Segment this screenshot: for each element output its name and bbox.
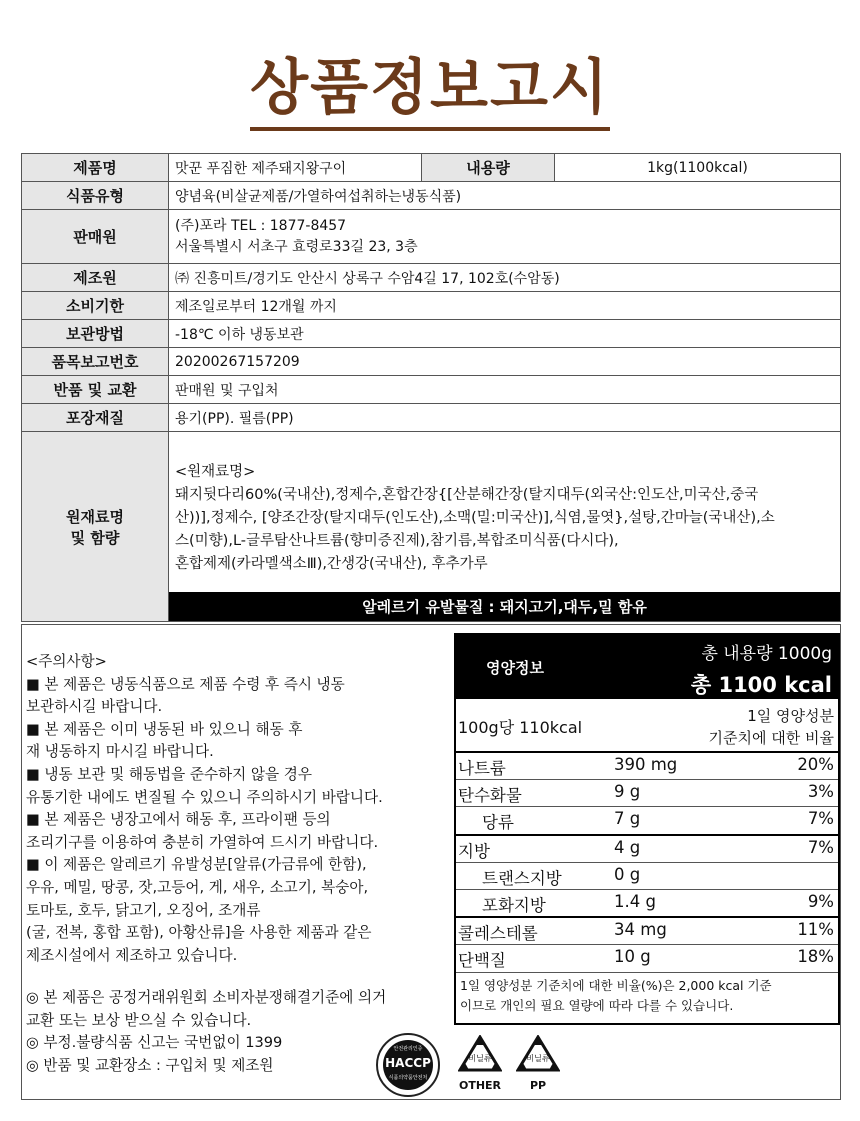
nutrition-row	[456, 890, 838, 918]
haccp-bottom-text: 식품의약품안전처	[388, 1075, 428, 1081]
caution-notice	[26, 651, 456, 967]
expiry-label: 소비기한	[22, 292, 169, 320]
nutrient-amount: 0 g	[614, 864, 641, 884]
return-value: 판매원 및 구입처	[169, 376, 841, 404]
raw-line: 돼지뒷다리60%(국내산),정제수,혼합간장{[산분해간장(탈지대두(외국산:인도산,미국산,중국	[175, 487, 759, 503]
return-label: 반품 및 교환	[22, 376, 169, 404]
bottom-section	[21, 624, 841, 1100]
nutrient-daily-pct: 3%	[807, 782, 834, 802]
nutrient-amount: 34 mg	[614, 920, 667, 940]
nutrition-row	[456, 753, 838, 780]
caution-line: ■ 본 제품은 냉장고에서 해동 후, 프라이팬 등의	[26, 811, 331, 829]
page-title	[0, 40, 860, 126]
per-100g: 100g당 110kcal	[458, 718, 583, 737]
nutrition-panel	[454, 633, 840, 1025]
report-no-label: 품목보고번호	[22, 348, 169, 376]
recycle-other-label: OTHER	[458, 1079, 502, 1092]
product-name-label: 제품명	[22, 154, 169, 182]
seller-line1: (주)포라 TEL : 1877-8457	[175, 217, 347, 234]
recycle-other-text: 비닐류	[468, 1054, 492, 1063]
nutrition-row	[456, 836, 838, 863]
recycle-other-icon	[450, 1035, 510, 1093]
nutrient-name: 탄수화물	[458, 786, 522, 806]
raw-line: 스(미향),L-글루탐산나트륨(향미증진제),참기름,복합조미식품(다시다),	[175, 533, 619, 549]
food-type-value: 양념육(비살균제품/가열하여섭취하는냉동식품)	[169, 182, 841, 210]
raw-label-line1: 원재료명	[66, 507, 124, 526]
nutrition-rows	[456, 753, 838, 973]
nutrient-name: 콜레스테롤	[458, 924, 538, 944]
nutrient-amount: 390 mg	[614, 755, 678, 774]
nutrient-name: 나트륨	[458, 759, 506, 778]
nutrient-daily-pct: 20%	[797, 755, 834, 774]
seller-label: 판매원	[22, 210, 169, 264]
caution-line: 유통기한 내에도 변질될 수 있으니 주의하시기 바랍니다.	[26, 788, 383, 806]
caution-line: 조리기구를 이용하여 충분히 가열하여 드시기 바랍니다.	[26, 833, 379, 851]
maker-value: ㈜ 진흥미트/경기도 안산시 상록구 수암4길 17, 102호(수암동)	[169, 264, 841, 292]
nutrient-amount: 4 g	[614, 837, 641, 857]
nutrient-name: 지방	[458, 841, 490, 861]
raw-line: 혼합제제(카라멜색소Ⅲ),간생강(국내산), 후추가루	[175, 556, 488, 572]
raw-heading: <원재료명>	[175, 464, 256, 480]
expiry-value: 제조일로부터 12개월 까지	[169, 292, 841, 320]
footnote-line: 이므로 개인의 필요 열량에 따라 다를 수 있습니다.	[460, 997, 734, 1013]
consumer-line: ◎ 반품 및 교환장소 : 구입처 및 제조원	[26, 1056, 274, 1074]
caution-line: 토마토, 호두, 닭고기, 오징어, 조개류	[26, 901, 261, 919]
storage-label: 보관방법	[22, 320, 169, 348]
seller-line2: 서울특별시 서초구 효령로33길 23, 3층	[175, 238, 418, 255]
nutrition-total-kcal: 총 1100 kcal	[690, 673, 832, 697]
consumer-line: ◎ 부정.불량식품 신고는 국번없이 1399	[26, 1034, 283, 1052]
raw-material-text	[175, 441, 834, 592]
page-title-text: 상품정보고시	[250, 53, 610, 131]
caution-line: ■ 냉동 보관 및 해동법을 준수하지 않을 경우	[26, 765, 312, 783]
recycle-pp-icon	[508, 1035, 568, 1093]
footnote-line: 1일 영양성분 기준치에 대한 비율(%)은 2,000 kcal 기준	[460, 977, 772, 993]
nutrient-amount: 7 g	[614, 809, 641, 829]
haccp-main-text: HACCP	[385, 1056, 431, 1070]
nutrition-row	[456, 863, 838, 890]
nutrition-per-serving	[456, 699, 838, 753]
caution-line: 보관하시길 바랍니다.	[26, 698, 163, 716]
nutrition-footnote	[456, 973, 838, 1019]
recycle-pp-text: 비닐류	[526, 1054, 550, 1063]
packaging-label: 포장재질	[22, 404, 169, 432]
daily-value-header-1: 1일 영양성분	[747, 707, 834, 725]
nutrition-total-weight: 총 내용량 1000g	[701, 644, 832, 664]
consumer-line: ◎ 본 제품은 공정거래위원회 소비자분쟁해결기준에 의거	[26, 989, 387, 1006]
product-name-value: 맛꾼 푸짐한 제주돼지왕구이	[169, 154, 422, 182]
caution-line: ■ 본 제품은 냉동식품으로 제품 수령 후 즉시 냉동	[26, 675, 345, 693]
nutrient-amount: 1.4 g	[614, 891, 656, 911]
nutrition-row	[456, 918, 838, 945]
nutrition-label: 영양정보	[486, 659, 544, 677]
seller-value	[169, 210, 841, 264]
volume-label: 내용량	[422, 154, 555, 182]
raw-line: 산))],정제수, [양조간장(탈지대두(인도산),소맥(밀:미국산)],식염,물엿},설탕,간마늘(국내산),소	[175, 510, 775, 526]
recycle-pp-label: PP	[529, 1079, 547, 1092]
nutrient-daily-pct: 7%	[807, 809, 834, 829]
raw-label-line2: 및 함량	[70, 528, 120, 547]
report-no-value: 20200267157209	[169, 348, 841, 376]
nutrient-name: 당류	[482, 813, 514, 833]
nutrient-name: 트랜스지방	[482, 868, 562, 888]
packaging-value: 용기(PP). 필름(PP)	[169, 404, 841, 432]
nutrient-daily-pct: 11%	[797, 920, 834, 940]
nutrition-header	[456, 635, 838, 699]
storage-value: -18℃ 이하 냉동보관	[169, 320, 841, 348]
raw-material-label	[22, 432, 169, 622]
caution-line: ■ 이 제품은 알레르기 유발성분[알류(가금류에 한함),	[26, 856, 367, 874]
caution-line: <주의사항>	[26, 653, 107, 670]
caution-line: 우유, 메밀, 땅콩, 잣,고등어, 게, 새우, 소고기, 복숭아,	[26, 878, 369, 896]
nutrient-amount: 9 g	[614, 782, 641, 802]
caution-line: 재 냉동하지 마시길 바랍니다.	[26, 743, 214, 761]
caution-line: (굴, 전복, 홍합 포함), 아황산류]을 사용한 제품과 같은	[26, 924, 372, 942]
caution-line: ■ 본 제품은 이미 냉동된 바 있으니 해동 후	[26, 720, 303, 738]
product-info-table	[21, 153, 841, 622]
allergy-banner: 알레르기 유발물질 : 돼지고기,대두,밀 함유	[169, 592, 840, 621]
nutrient-daily-pct: 9%	[807, 891, 834, 911]
daily-value-header-2: 기준치에 대한 비율	[708, 729, 834, 747]
consumer-line: 교환 또는 보상 받으실 수 있습니다.	[26, 1011, 252, 1029]
nutrient-name: 포화지방	[482, 895, 546, 915]
nutrient-daily-pct: 7%	[807, 837, 834, 857]
nutrition-row	[456, 780, 838, 807]
nutrient-amount: 10 g	[614, 947, 651, 967]
nutrition-row	[456, 945, 838, 972]
caution-line: 제조시설에서 제조하고 있습니다.	[26, 946, 238, 964]
food-type-label: 식품유형	[22, 182, 169, 210]
nutrient-name: 단백질	[458, 951, 506, 971]
volume-value: 1kg(1100kcal)	[555, 154, 841, 182]
haccp-logo	[376, 1033, 440, 1097]
maker-label: 제조원	[22, 264, 169, 292]
nutrition-row	[456, 807, 838, 835]
raw-material-value	[169, 432, 841, 622]
nutrient-daily-pct: 18%	[797, 947, 834, 967]
haccp-top-text: 안전관리인증	[393, 1046, 423, 1052]
